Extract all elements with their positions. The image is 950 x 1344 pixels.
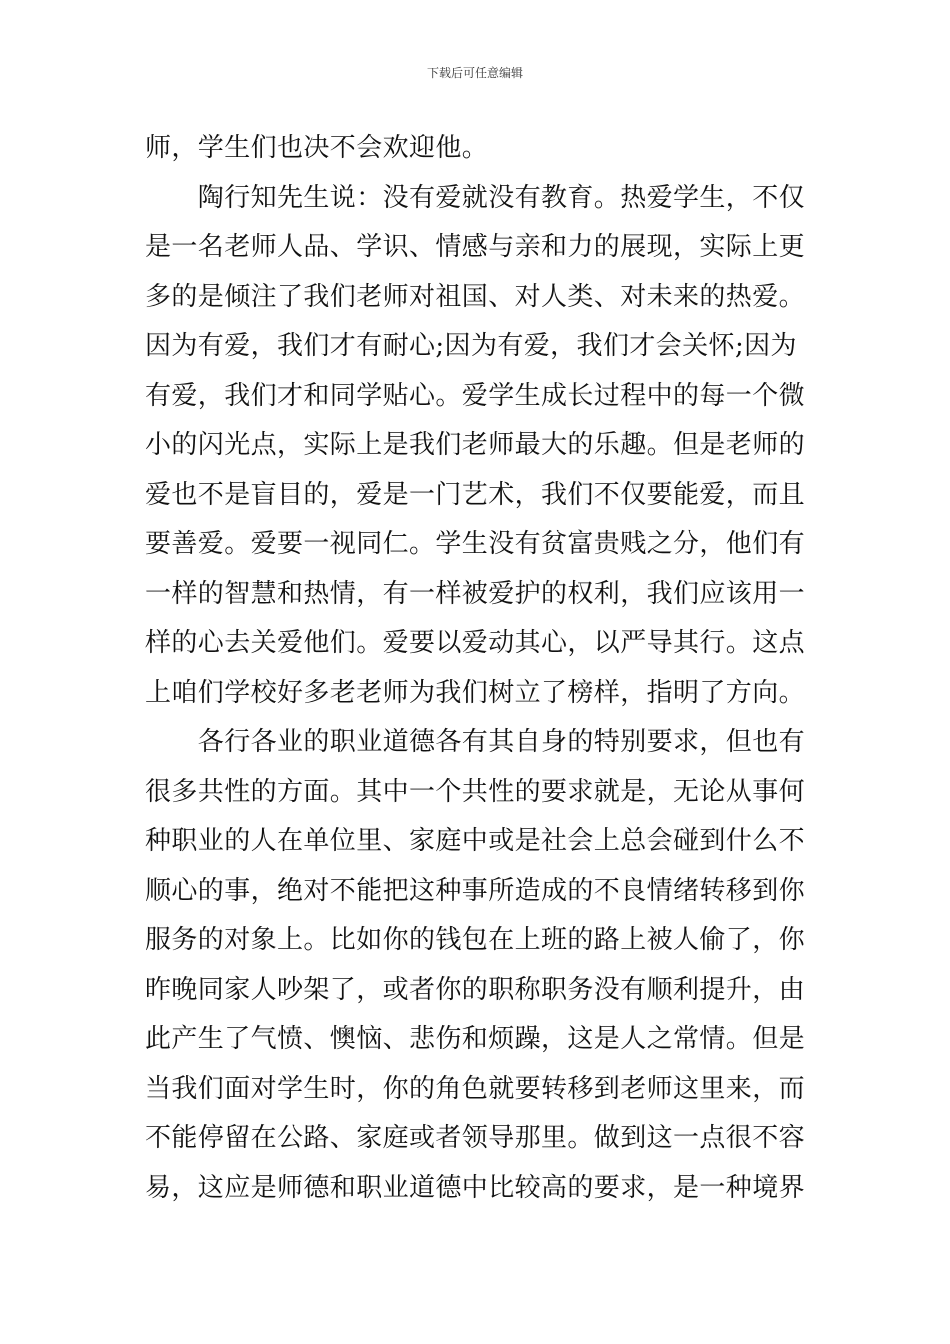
text-line: 此产生了气愤、懊恼、悲伤和烦躁，这是人之常情。但是	[145, 1024, 806, 1054]
text-line: 种职业的人在单位里、家庭中或是社会上总会碰到什么不	[145, 826, 806, 856]
text-line: 很多共性的方面。其中一个共性的要求就是，无论从事何	[145, 776, 806, 807]
text-line: 昨晚同家人吵架了，或者你的职称职务没有顺利提升，由	[145, 974, 806, 1005]
text-line: 小的闪光点，实际上是我们老师最大的乐趣。但是老师的	[145, 430, 806, 460]
text-line: 师，学生们也决不会欢迎他。	[145, 133, 489, 163]
text-line: 是一名老师人品、学识、情感与亲和力的展现，实际上更	[145, 232, 806, 262]
text-line: 不能停留在公路、家庭或者领导那里。做到这一点很不容	[145, 1123, 806, 1153]
text-line: 当我们面对学生时，你的角色就要转移到老师这里来，而	[145, 1073, 806, 1104]
text-line: 上咱们学校好多老老师为我们树立了榜样，指明了方向。	[145, 677, 806, 708]
text-line: 有爱，我们才和同学贴心。爱学生成长过程中的每一个微	[145, 380, 806, 411]
text-line: 易，这应是师德和职业道德中比较高的要求，是一种境界	[145, 1172, 806, 1203]
text-line: 各行各业的职业道德各有其自身的特别要求，但也有	[145, 727, 806, 757]
document-body	[145, 128, 805, 1217]
text-line: 一样的智慧和热情，有一样被爱护的权利，我们应该用一	[145, 578, 806, 609]
text-line: 因为有爱，我们才有耐心;因为有爱，我们才会关怀;因为	[145, 331, 797, 361]
text-line: 服务的对象上。比如你的钱包在上班的路上被人偷了，你	[145, 925, 806, 955]
text-line: 样的心去关爱他们。爱要以爱动其心，以严导其行。这点	[145, 628, 806, 658]
text-line: 要善爱。爱要一视同仁。学生没有贫富贵贱之分，他们有	[145, 529, 806, 559]
text-line: 爱也不是盲目的，爱是一门艺术，我们不仅要能爱，而且	[145, 479, 806, 510]
text-line: 陶行知先生说：没有爱就没有教育。热爱学生，不仅	[145, 182, 806, 213]
page-header: 下载后可任意编辑	[426, 66, 523, 80]
text-line: 多的是倾注了我们老师对祖国、对人类、对未来的热爱。	[145, 281, 806, 312]
text-line: 顺心的事，绝对不能把这种事所造成的不良情绪转移到你	[145, 875, 806, 906]
